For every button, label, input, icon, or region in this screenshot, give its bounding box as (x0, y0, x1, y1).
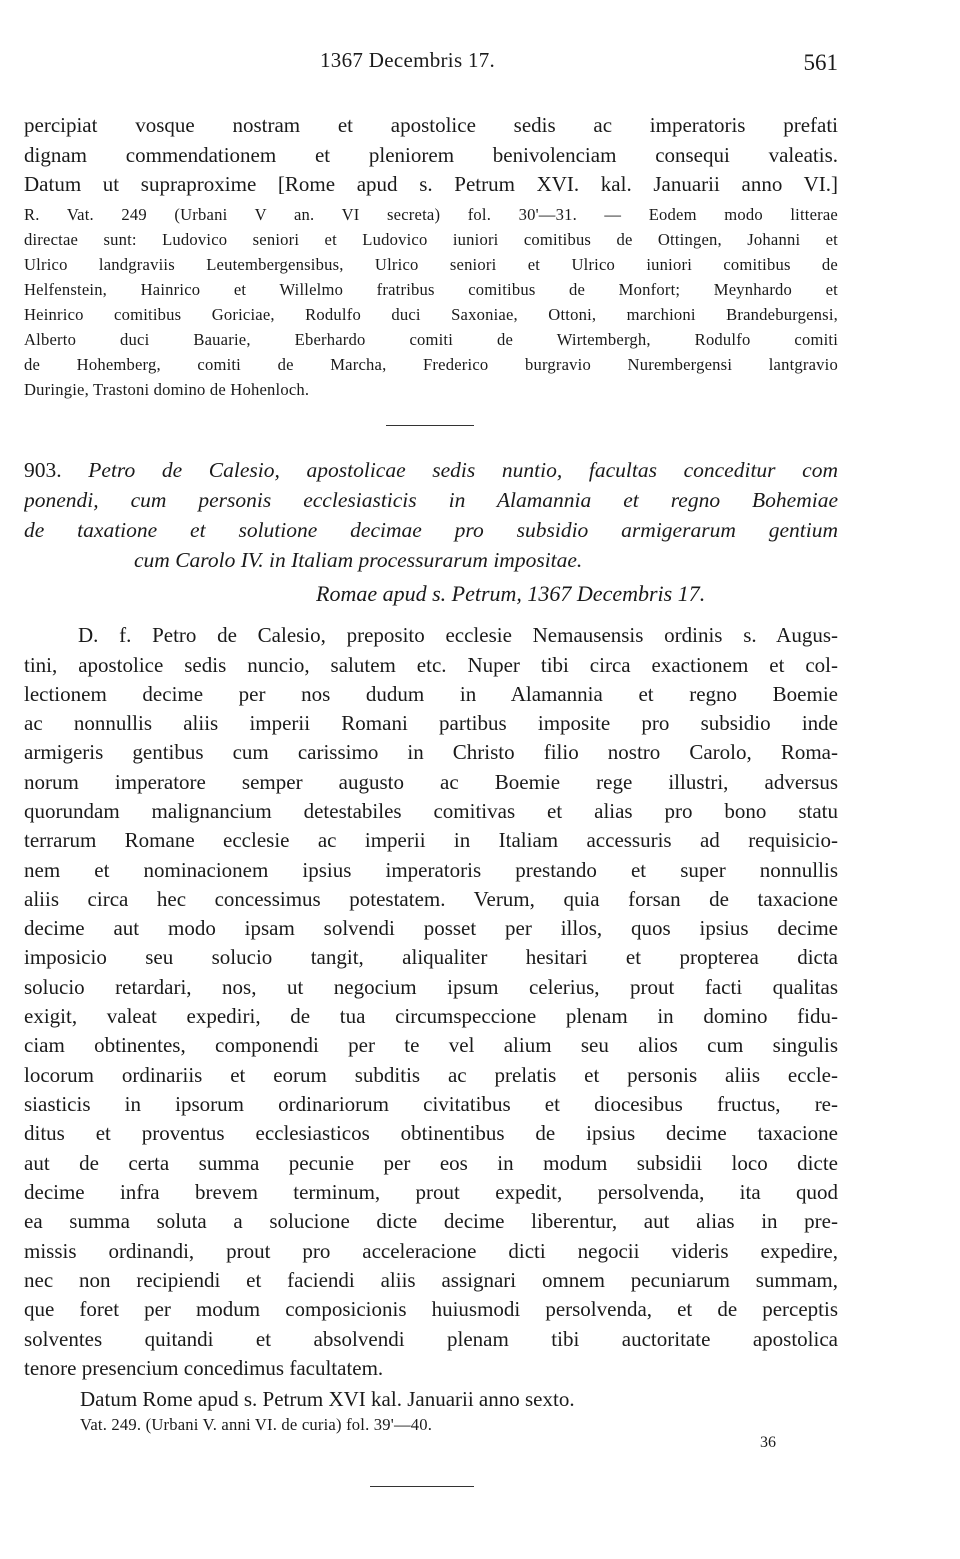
body-line: imposicio seu solucio tangit, aliqualiter hesitari et propterea dicta (24, 945, 838, 969)
text-line: Datum ut supraproxime [Rome apud s. Petrum XVI. kal. Januarii anno VI.] (24, 172, 838, 196)
source-reference: Vat. 249. (Urbani V. anni VI. de curia) fol. 39'—40. (80, 1415, 433, 1434)
section-divider (386, 425, 474, 426)
text-line: dignam commendationem et pleniorem benivolenciam consequi valeatis. (24, 143, 838, 167)
body-line: D. f. Petro de Calesio, preposito ecclesie Nemausensis ordinis s. Augus- (78, 623, 838, 647)
body-line: siasticis in ipsorum ordinariorum civitatibus et diocesibus fructus, re- (24, 1092, 838, 1116)
datum-line: Datum Rome apud s. Petrum XVI kal. Januarii anno sexto. (80, 1387, 575, 1411)
heading-line: cum Carolo IV. in Italiam processurarum impositae. (134, 548, 583, 572)
note-line: Alberto duci Bauarie, Eberhardo comiti de Wirtembergh, Rodulfo comiti (24, 330, 838, 349)
body-line: norum imperatore semper augusto ac Boemie rege illustri, adversus (24, 770, 838, 794)
note-line: Duringie, Trastoni domino de Hohenloch. (24, 380, 310, 399)
text-line: percipiat vosque nostram et apostolice sedis ac imperatoris prefati (24, 113, 838, 137)
page-header (0, 48, 960, 78)
note-line: R. Vat. 249 (Urbani V an. VI secreta) fol. 30'—31. — Eodem modo litterae (24, 205, 838, 224)
body-line: terrarum Romane ecclesie ac imperii in Italiam accessuris ad requisicio- (24, 828, 838, 852)
body-line: tenore presencium concedimus facultatem. (24, 1356, 384, 1380)
body-line: ac nonnullis aliis imperii Romani partibus imposite pro subsidio inde (24, 711, 838, 735)
body-line: nem et nominacionem ipsius imperatoris prestando et super nonnullis (24, 858, 838, 882)
note-line: Ulrico landgraviis Leutembergensibus, Ulrico seniori et Ulrico iuniori comitibus de (24, 255, 838, 274)
body-line: decime infra brevem terminum, prout expedit, persolvenda, ita quod (24, 1180, 838, 1204)
body-line: locorum ordinariis et eorum subditis ac prelatis et personis aliis eccle- (24, 1063, 838, 1087)
body-line: ciam obtinentes, componendi per te vel alium seu alios cum singulis (24, 1033, 838, 1057)
body-line: exigit, valeat expediri, de tua circumspeccione plenam in domino fidu- (24, 1004, 838, 1028)
heading-line (24, 455, 838, 485)
body-line: lectionem decime per nos dudum in Alamannia et regno Boemie (24, 682, 838, 706)
heading-text: Petro de Calesio, apostolicae sedis nuntio, facultas conceditur com (88, 458, 838, 482)
note-line: de Hohemberg, comiti de Marcha, Frederico burgravio Nurembergensi lantgravio (24, 355, 838, 374)
body-line: ea summa soluta a solucione dicte decime liberentur, aut alias in pre- (24, 1209, 838, 1233)
body-line: tini, apostolice sedis nuncio, salutem etc. Nuper tibi circa exactionem et col- (24, 653, 838, 677)
footer-divider (370, 1486, 474, 1487)
document-number: 903. (24, 458, 62, 482)
note-line: Heinrico comitibus Goriciae, Rodulfo duci Saxoniae, Ottoni, marchioni Brandeburgensi, (24, 305, 838, 324)
note-line: directae sunt: Ludovico seniori et Ludovico iuniori comitibus de Ottingen, Johanni et (24, 230, 838, 249)
body-line: solucio retardari, nos, ut negocium ipsum celerius, prout facti qualitas (24, 975, 838, 999)
body-line: quorundam malignancium detestabiles comitivas et alias pro bono statu (24, 799, 838, 823)
body-line: armigeris gentibus cum carissimo in Christo filio nostro Carolo, Roma- (24, 740, 838, 764)
running-head: 1367 Decembris 17. (320, 48, 496, 72)
body-line: que foret per modum composicionis huiusmodi persolvenda, et de perceptis (24, 1297, 838, 1321)
page-number: 561 (803, 50, 838, 75)
body-line: ditus et proventus ecclesiasticos obtinentibus de ipsius decime taxacione (24, 1121, 838, 1145)
body-line: aliis circa hec concessimus potestatem. Verum, quia forsan de taxacione (24, 887, 838, 911)
body-line: nec non recipiendi et faciendi aliis assignari omnem pecuniarum summam, (24, 1268, 838, 1292)
body-line: decime aut modo ipsam solvendi posset per illos, quos ipsius decime (24, 916, 838, 940)
body-line: aut de certa summa pecunie per eos in modum subsidii loco dicte (24, 1151, 838, 1175)
heading-line: de taxatione et solutione decimae pro subsidio armigerarum gentium (24, 518, 838, 542)
note-line: Helfenstein, Hainrico et Willelmo fratribus comitibus de Monfort; Meynhardo et (24, 280, 838, 299)
signature-mark: 36 (760, 1434, 776, 1451)
place-date: Romae apud s. Petrum, 1367 Decembris 17. (316, 581, 706, 606)
body-line: solventes quitandi et absolvendi plenam tibi auctoritate apostolica (24, 1327, 838, 1351)
body-line: missis ordinandi, prout pro acceleracione dicti negocii videris expedire, (24, 1239, 838, 1263)
heading-line: ponendi, cum personis ecclesiasticis in Alamannia et regno Bohemiae (24, 488, 838, 512)
